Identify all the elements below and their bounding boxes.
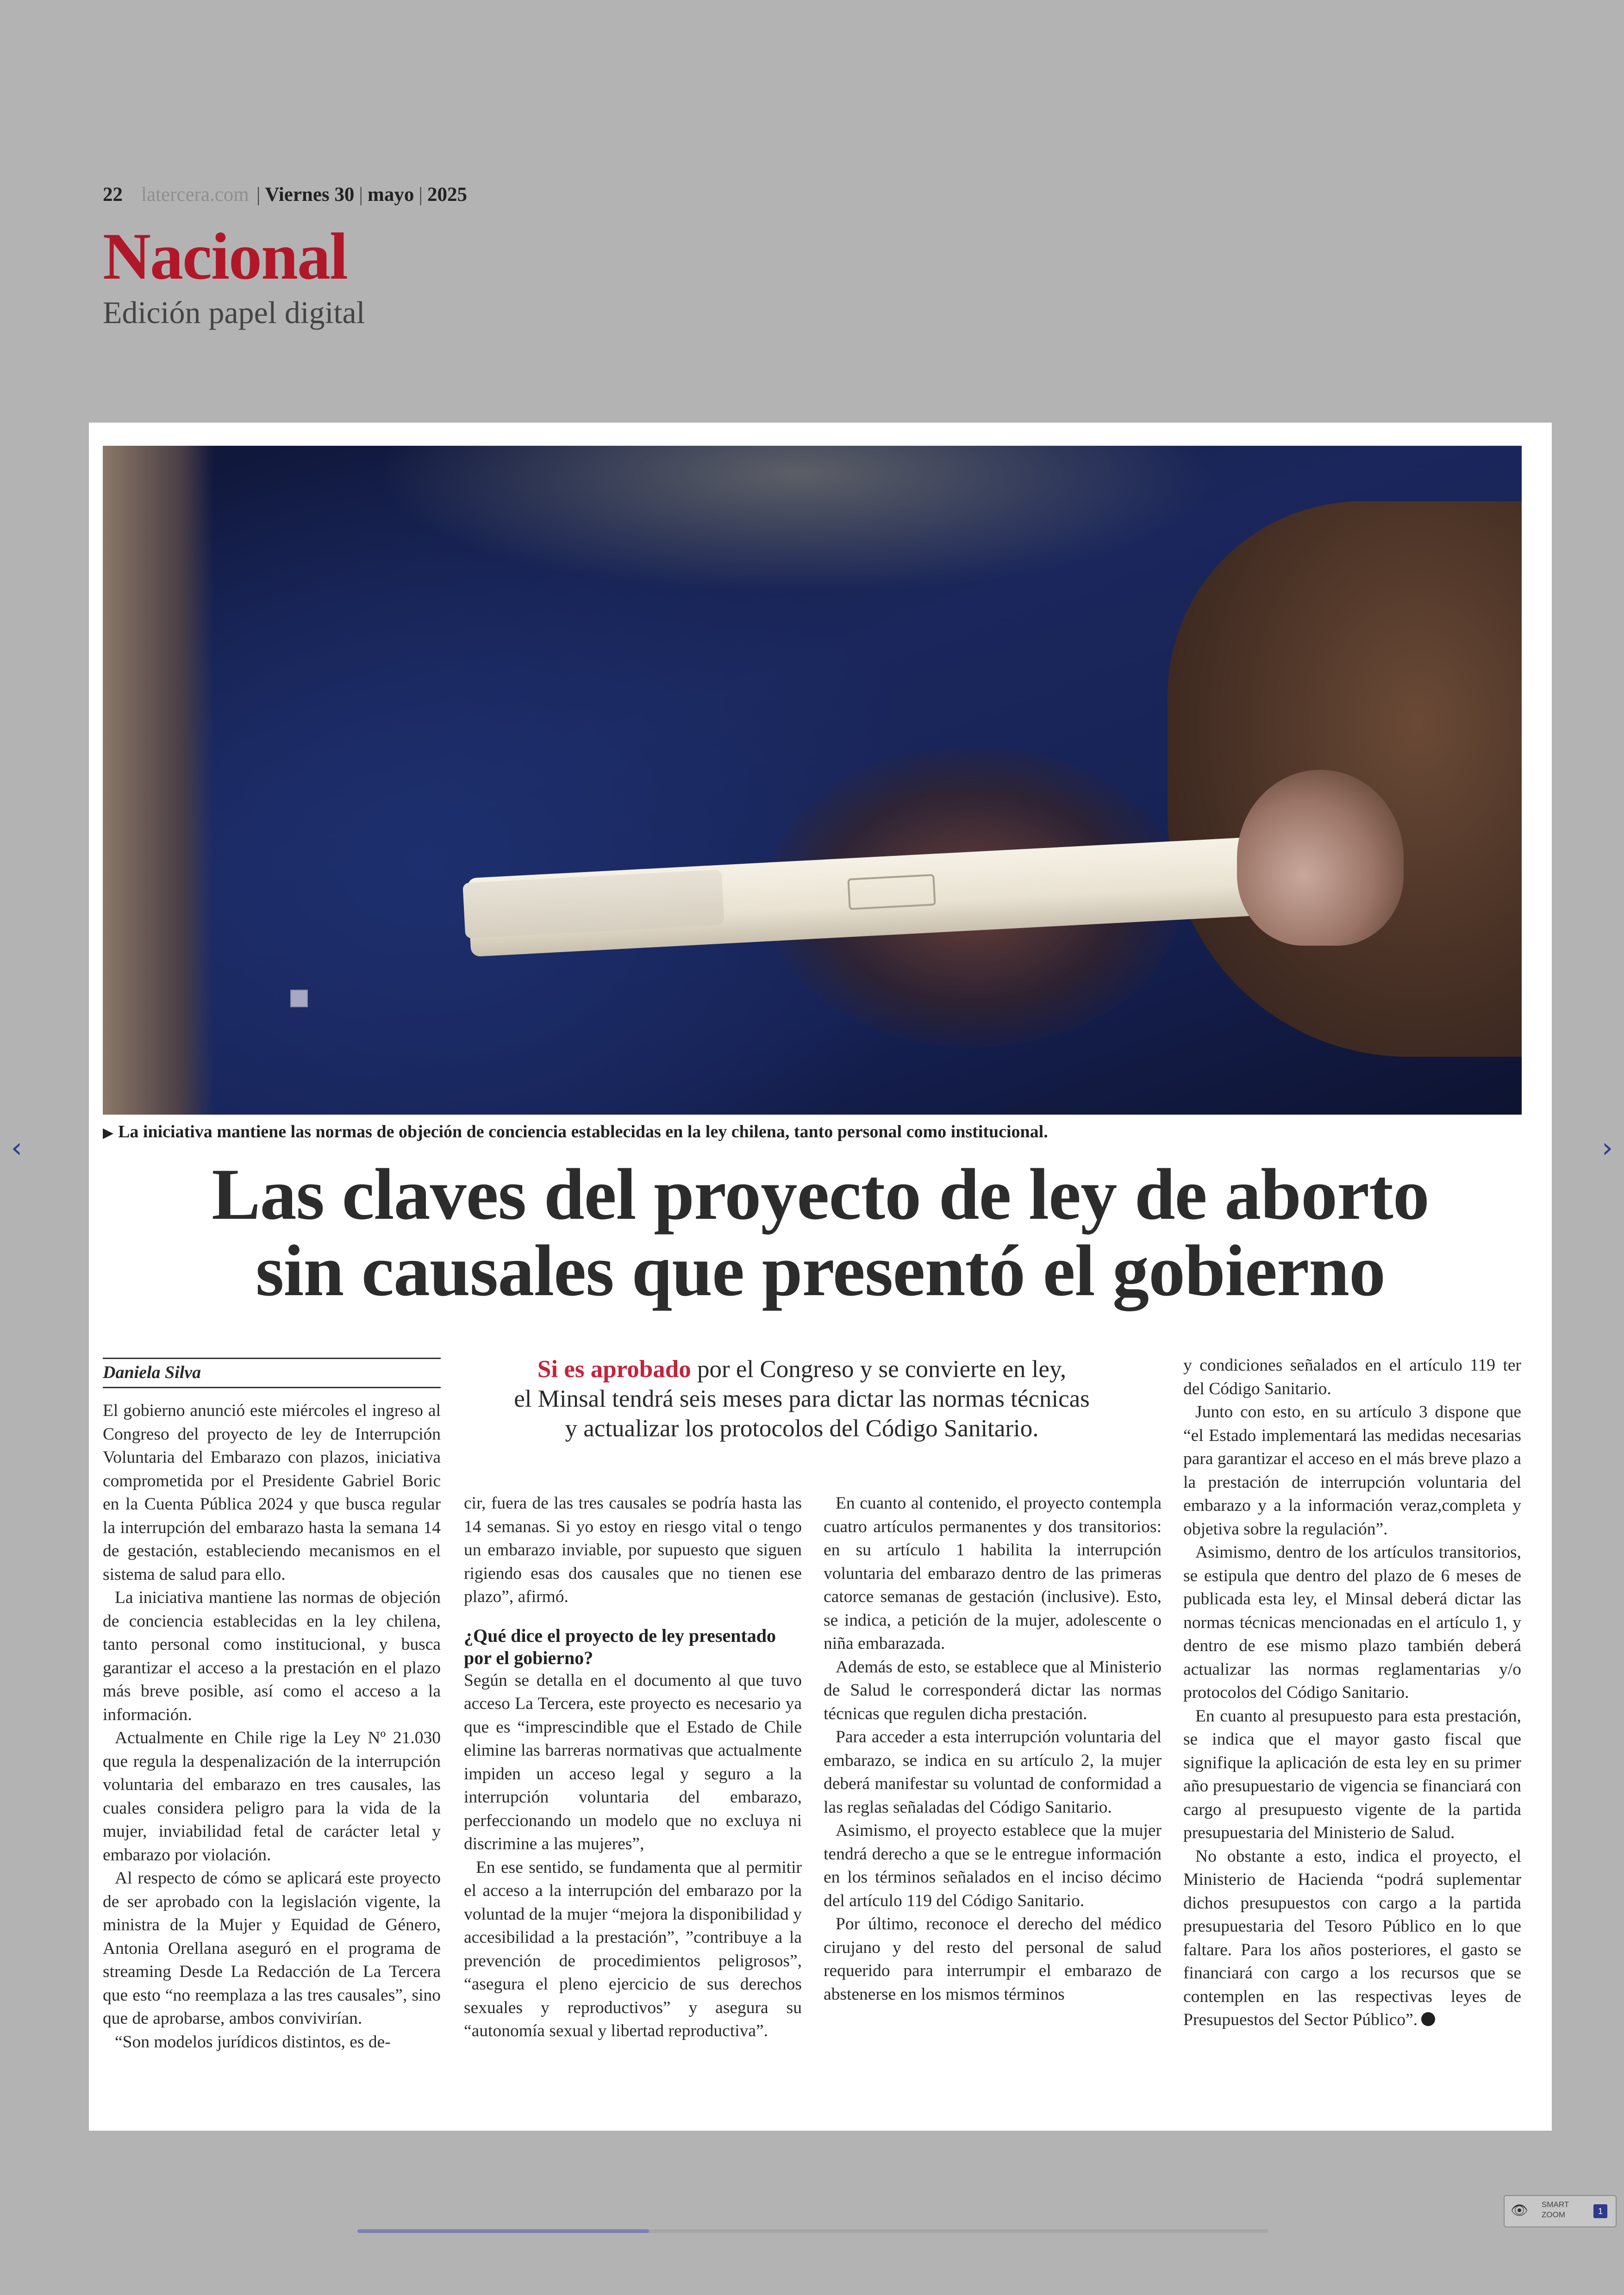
- paragraph: Junto con esto, en su artículo 3 dispone que “el Estado implementará las medidas necesarias para garantizar el acceso en el más breve plazo a la prestación de interrupción voluntaria del embarazo y a la información veraz,completa y objetiva sobre la regulación”.: [1183, 1403, 1521, 1539]
- date-year: 2025: [427, 184, 467, 206]
- chevron-left-icon: ‹: [11, 1132, 22, 1164]
- site-name: latercera.com: [141, 184, 249, 206]
- paragraph: En cuanto al presupuesto para esta prestación, se indica que el mayor gasto fiscal que signifique la aplicación de esta ley en su primer año presupuestario de vigencia se financiará con cargo al presupuesto vigente de la partida presupuestaria del Ministerio de Salud.: [1183, 1706, 1521, 1842]
- date-day: Viernes 30: [265, 184, 355, 206]
- paragraph: Actualmente en Chile rige la Ley Nº 21.030 que regula la despenalización de la interrupción voluntaria del embarazo en tres causales, las cuales considera peligro para la vida de la mujer, inviabilidad fetal de carácter letal y embarazo por violación.: [103, 1728, 441, 1865]
- paragraph: Al respecto de cómo se aplicará este proyecto de ser aprobado con la legislación vigente, la ministra de la Mujer y Equidad de Género, Antonia Orellana aseguró en el programa de streaming Desde La Redacción de La Tercera que esto “no reemplaza a las tres causales”, sino que de aprobarse, ambos convivirían.: [103, 1869, 441, 2028]
- article-column-2: [464, 1492, 802, 2043]
- paragraph: Asimismo, dentro de los artículos transitorios, se estipula que dentro del plazo de 6 meses de publicada esta ley, el Minsal deberá dictar las normas técnicas mencionadas en el artículo 1, y dentro de ese mismo plazo también deberá actualizar las normas reglamentarias y/o protocolos del Código Sanitario.: [1183, 1543, 1521, 1702]
- paragraph: En ese sentido, se fundamenta que al permitir el acceso a la interrupción del embarazo por la voluntad de la mujer “mejora la disponibilidad y accesibilidad a la prestación”, ”contribuye a la prevención de procedimientos peligrosos”, “asegura el pleno ejercicio de sus derechos sexuales y reproductivos” y asegura su “autonomía sexual y libertad reproductiva”.: [464, 1858, 802, 2040]
- byline: Daniela Silva: [103, 1358, 441, 1388]
- paragraph: El gobierno anunció este miércoles el ingreso al Congreso del proyecto de ley de Interrupción Voluntaria del Embarazo con plazos, iniciativa comprometida por el Presidente Gabriel Boric en la Cuenta Pública 2024 y que busca regular la interrupción del embarazo hasta la semana 14 de gestación, estableciendo mecanismos en el sistema de salud para ello.: [103, 1401, 441, 1584]
- page-header: 22 latercera.com | Viernes 30 | mayo | 2025: [103, 184, 467, 206]
- paragraph: Asimismo, el proyecto establece que la mujer tendrá derecho a que se le entregue información en los términos señalados en el inciso décimo del artículo 119 del Código Sanitario.: [824, 1821, 1162, 1910]
- date-month: mayo: [368, 184, 414, 206]
- page-progress-bar[interactable]: [357, 2229, 1268, 2233]
- article-column-4: [1183, 1354, 1521, 2032]
- subheading: ¿Qué dice el proyecto de ley presentado por el gobierno?: [464, 1625, 776, 1668]
- chevron-right-icon: ›: [1602, 1132, 1613, 1164]
- paragraph: No obstante a esto, indica el proyecto, el Ministerio de Hacienda “podrá suplementar dichos presupuestos con cargo a la partida presupuestaria del Tesoro Público en lo que faltare. Para los años posteriores, el gasto se financiará con cargo a los recursos que se contemplen en las respectivas leyes de Presupuestos del Sector Público”.: [1183, 1846, 1521, 2029]
- article-headline: Las claves del proyecto de ley de aborto sin causales que presentó el gobierno: [212, 1154, 1429, 1311]
- eye-icon: 👁: [1510, 2202, 1529, 2219]
- paragraph: Para acceder a esta interrupción voluntaria del embarazo, se indica en su artículo 2, la mujer deberá manifestar su voluntad de conformidad a las reglas señaladas del Código Sanitario.: [824, 1727, 1162, 1817]
- end-mark-icon: [1421, 2012, 1435, 2026]
- zoom-badge: 1: [1593, 2204, 1607, 2218]
- article-deck: Si es aprobado por el Congreso y se convierte en ley, el Minsal tendrá seis meses para dictar las normas técnicas y actualizar los protocolos del Código Sanitario.: [514, 1356, 1090, 1442]
- deck-highlight: Si es aprobado: [537, 1356, 691, 1383]
- paragraph: En cuanto al contenido, el proyecto contempla cuatro artículos permanentes y dos transitorios: en su artículo 1 habilita la interrupción voluntaria del embarazo dentro de las primeras catorce semanas de gestación (inclusive). Esto, se indica, a petición de la mujer, adolescente o niña embarazada.: [824, 1494, 1162, 1653]
- prev-page-button[interactable]: [3, 1129, 31, 1166]
- article-photo: [103, 446, 1522, 1115]
- triangle-right-icon: ▶: [103, 1125, 114, 1141]
- next-page-button[interactable]: [1593, 1129, 1621, 1166]
- paragraph: Según se detalla en el documento al que tuvo acceso La Tercera, este proyecto es necesario ya que es “imprescindible que el Estado de Chile elimine las barreras normativas que actualmente impiden un acceso legal y seguro a la interrupción voluntaria del embarazo, perfeccionando un modelo que no excluya ni discrimine a las mujeres”,: [464, 1671, 802, 1853]
- section-subtitle: Edición papel digital: [103, 295, 365, 330]
- photo-caption: ▶ La iniciativa mantiene las normas de objeción de conciencia establecidas en la ley chilena, tanto personal como institucional.: [103, 1122, 1048, 1141]
- page-progress-fill: [357, 2229, 649, 2233]
- paragraph: La iniciativa mantiene las normas de objeción de conciencia establecidas en la ley chilena, tanto personal como institucional, y busca garantizar el acceso a la prestación en el plazo más breve posible, así como el acceso a la información.: [103, 1588, 441, 1724]
- paragraph: Además de esto, se establece que al Ministerio de Salud le corresponderá dictar las normas técnicas que regulen dicha prestación.: [824, 1657, 1162, 1723]
- paragraph: Por último, reconoce el derecho del médico cirujano y del resto del personal de salud requerido para interrumpir el embarazo de abstenerse en los mismos términos: [824, 1915, 1162, 2004]
- section-title: Nacional: [103, 220, 348, 293]
- zoom-hotspot[interactable]: [290, 990, 308, 1007]
- paragraph: “Son modelos jurídicos distintos, es de-: [115, 2032, 391, 2052]
- article-column-1: [103, 1399, 441, 2054]
- paragraph: y condiciones señalados en el artículo 119 ter del Código Sanitario.: [1183, 1356, 1521, 1398]
- article-column-3: [824, 1492, 1162, 2006]
- newspaper-page: [89, 423, 1552, 2131]
- paragraph: cir, fuera de las tres causales se podría hasta las 14 semanas. Si yo estoy en riesgo vital o tengo un embarazo inviable, por supuesto que siguen rigiendo esas dos causales que no tienen ese plazo”, afirmó.: [464, 1494, 802, 1606]
- page-number: 22: [103, 184, 123, 206]
- smart-zoom-button[interactable]: 👁 SMART ZOOM 1: [1504, 2195, 1617, 2227]
